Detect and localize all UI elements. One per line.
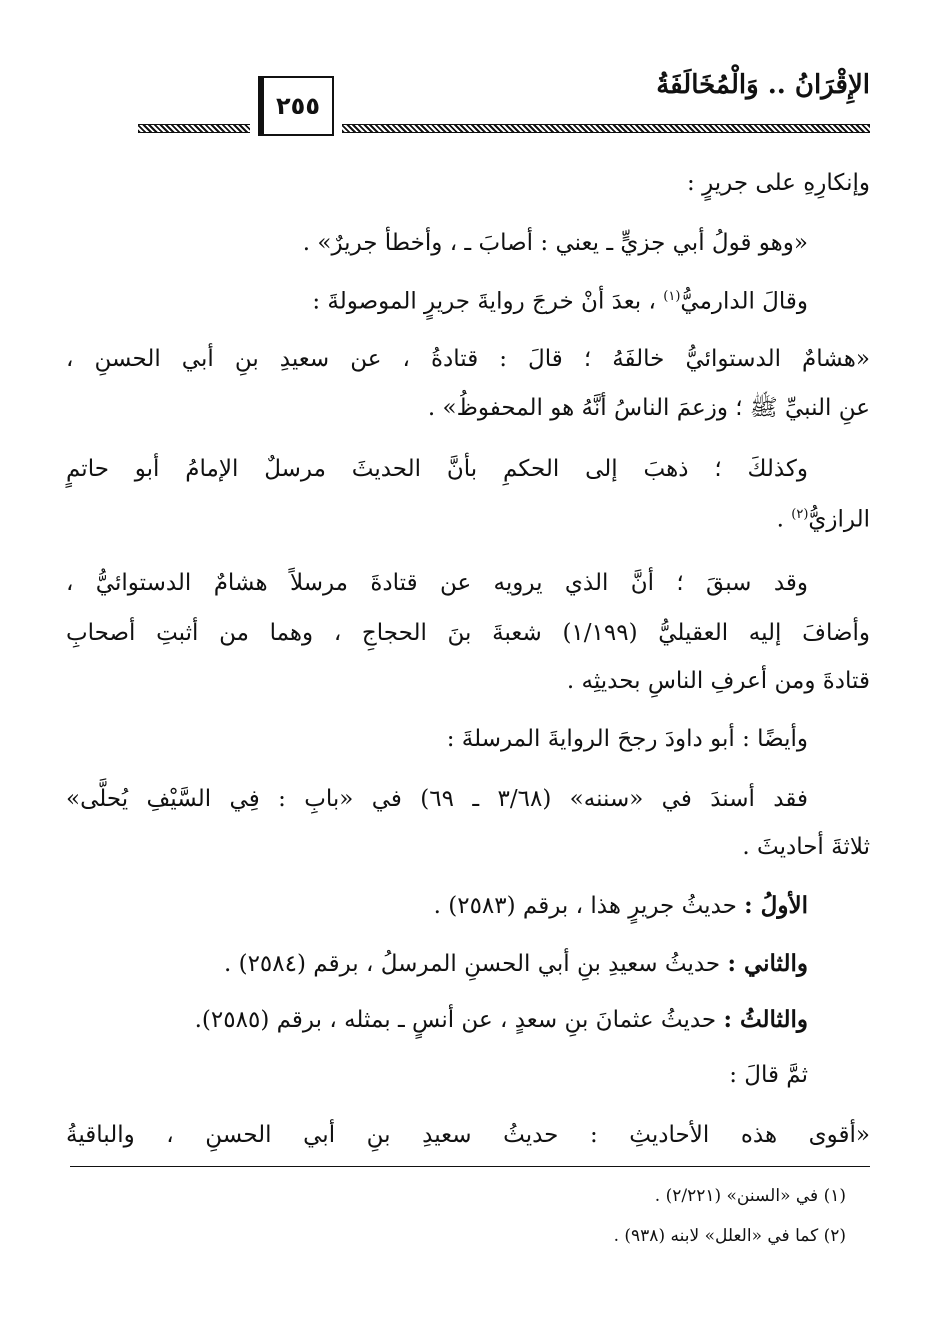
text-line: «هشامٌ الدستوائيُّ خالفَهُ ؛ قالَ : قتادةُ ، عن سعيدِ بنِ أبي الحسنِ ، [66,346,870,372]
footnote-ref: (٢) [791,507,809,522]
text-line: والثاني : حديثُ سعيدِ بنِ أبي الحسنِ المرسلُ ، برقم (٢٥٨٤) . [223,950,808,977]
text-line: وإنكارِهِ على جريرٍ : [687,170,870,196]
text-line: ثمَّ قالَ : [729,1062,808,1088]
item-label: والثاني : [727,950,808,977]
footnote: (١) في «السنن» (٢/٢٢١) . [654,1186,846,1206]
text-line: فقد أسندَ في «سننه» (٣/٦٨ ـ ٦٩) في «بابِ : فِي السَّيْفِ يُحلَّى» [66,786,808,812]
text-line: «أقوى هذه الأحاديثِ : حديثُ سعيدِ بنِ أبي الحسنِ ، والباقيةُ [66,1122,870,1148]
item-label: الأولُ : [744,892,808,919]
text-line: وأضافَ إليه العقيليُّ (١/١٩٩) شعبةَ بنَ الحجاجِ ، وهما من أثبتِ أصحابِ [66,620,870,646]
header-rule-left [138,124,250,133]
text-line: ثلاثةَ أحاديثَ . [742,834,870,860]
footnote: (٢) كما في «العلل» لابنه (٩٣٨) . [613,1226,846,1246]
running-title: الإِقْرَانُ .. وَالْمُخَالَفَةُ [656,70,870,100]
text-line: الرازيُّ$^{(٢)}$ . [776,506,870,533]
text-line: وكذلكَ ؛ ذهبَ إلى الحكمِ بأنَّ الحديثَ مرسلٌ الإمامُ أبو حاتمٍ [66,456,808,482]
item-label: والثالثُ : [723,1006,808,1033]
footnote-ref: (١) [663,289,681,304]
text-line: وقد سبقَ ؛ أنَّ الذي يرويه عن قتادةَ مرسلاً هشامٌ الدستوائيُّ ، [66,570,808,596]
text-line: «وهو قولُ أبي جزيٍّ ـ يعني : أصابَ ـ ، وأخطأ جريرٌ» . [302,230,808,256]
text-line: عنِ النبيِّ ﷺ ؛ وزعمَ الناسُ أنَّهُ هو المحفوظُ» . [427,395,870,421]
page-number-box [258,76,334,136]
text-line: وأيضًا : أبو داودَ رجحَ الروايةَ المرسلةَ : [446,726,808,752]
text-line: والثالثُ : حديثُ عثمانَ بنِ سعدٍ ، عن أنسٍ ـ بمثله ، برقم (٢٥٨٥). [194,1006,808,1033]
text-line: قتادةَ ومن أعرفِ الناسِ بحديثِه . [566,668,870,694]
text-line: الأولُ : حديثُ جريرٍ هذا ، برقم (٢٥٨٣) . [433,892,808,919]
text-line: وقالَ الدارميُّ$^{(١)}$ ، بعدَ أنْ خرجَ روايةَ جريرٍ الموصولةَ : [312,288,808,315]
header-rule-right [342,124,870,133]
page-header [130,66,870,146]
footnote-separator [70,1166,870,1167]
page-number: ٢٥٥ [276,92,320,120]
